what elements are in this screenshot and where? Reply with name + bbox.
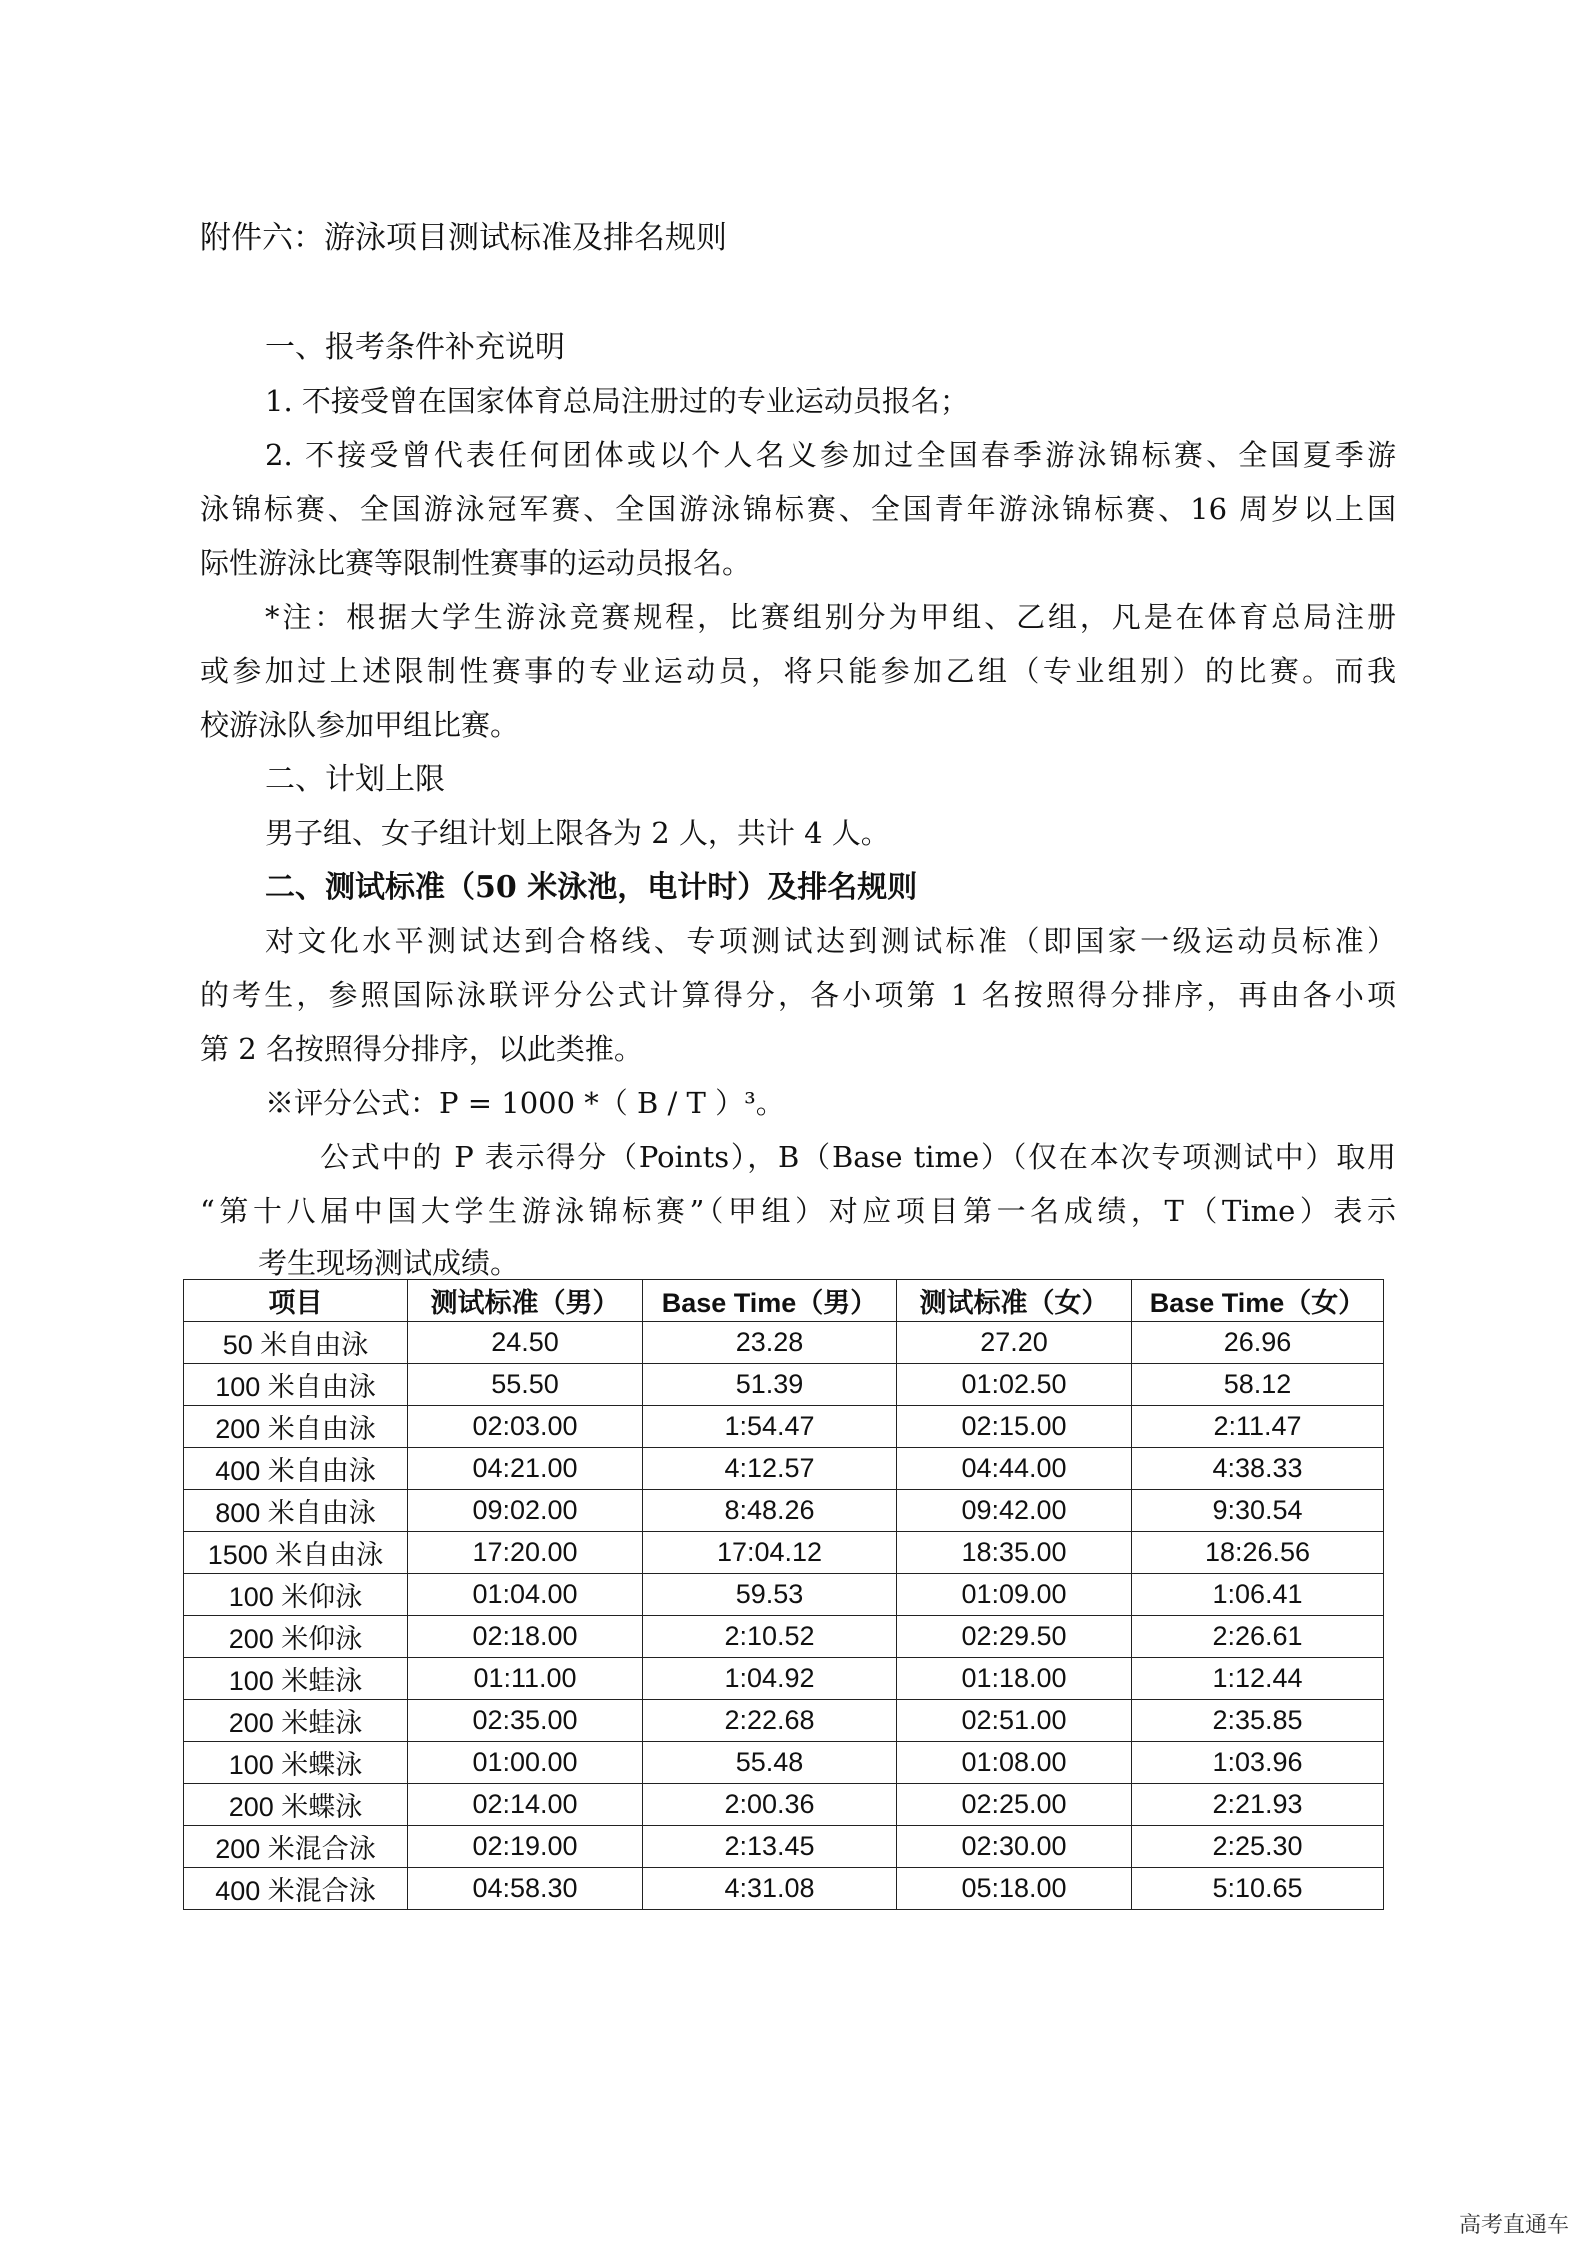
note-line-1: *注：根据大学生游泳竞赛规程，比赛组别分为甲组、乙组，凡是在体育总局注册 xyxy=(265,600,1396,634)
cell-basetime-men: 1:04.92 xyxy=(643,1658,897,1700)
table-row xyxy=(184,1532,1384,1574)
header-standard-men: 测试标准（男） xyxy=(408,1280,643,1322)
cell-basetime-women: 26.96 xyxy=(1132,1322,1384,1364)
cell-standard-women: 01:02.50 xyxy=(897,1364,1132,1406)
cell-standard-women: 05:18.00 xyxy=(897,1868,1132,1910)
cell-standard-men: 02:35.00 xyxy=(408,1700,643,1742)
cell-standard-men: 04:21.00 xyxy=(408,1448,643,1490)
cell-standard-men: 01:11.00 xyxy=(408,1658,643,1700)
cell-basetime-women: 5:10.65 xyxy=(1132,1868,1384,1910)
cell-event: 100 米仰泳 xyxy=(184,1574,408,1616)
cell-basetime-men: 8:48.26 xyxy=(643,1490,897,1532)
cell-standard-men: 02:18.00 xyxy=(408,1616,643,1658)
section-heading-requirements: 一、报考条件补充说明 xyxy=(265,330,565,365)
cell-event: 400 米混合泳 xyxy=(184,1868,408,1910)
footer-watermark: 高考直通车 xyxy=(1458,2212,1569,2237)
cell-standard-women: 04:44.00 xyxy=(897,1448,1132,1490)
cell-basetime-women: 9:30.54 xyxy=(1132,1490,1384,1532)
cell-basetime-women: 2:25.30 xyxy=(1132,1826,1384,1868)
cell-event: 200 米蛙泳 xyxy=(184,1700,408,1742)
table-row xyxy=(184,1364,1384,1406)
section-heading-standards: 二、测试标准（50 米泳池，电计时）及排名规则 xyxy=(265,870,918,905)
cell-standard-women: 09:42.00 xyxy=(897,1490,1132,1532)
cell-standard-women: 27.20 xyxy=(897,1322,1132,1364)
cell-basetime-men: 4:12.57 xyxy=(643,1448,897,1490)
cell-standard-men: 01:04.00 xyxy=(408,1574,643,1616)
table-body xyxy=(184,1322,1384,1910)
quota-text: 男子组、女子组计划上限各为 2 人，共计 4 人。 xyxy=(265,816,890,850)
cell-event: 100 米自由泳 xyxy=(184,1364,408,1406)
cell-standard-women: 02:30.00 xyxy=(897,1826,1132,1868)
note-line-3: 校游泳队参加甲组比赛。 xyxy=(200,708,520,742)
cell-basetime-women: 1:12.44 xyxy=(1132,1658,1384,1700)
table-row xyxy=(184,1658,1384,1700)
table-row xyxy=(184,1784,1384,1826)
cell-event: 200 米蝶泳 xyxy=(184,1784,408,1826)
cell-basetime-men: 59.53 xyxy=(643,1574,897,1616)
cell-basetime-women: 18:26.56 xyxy=(1132,1532,1384,1574)
formula-explain-line-1: 公式中的 P 表示得分（Points），B（Base time）（仅在本次专项测试中）取用 xyxy=(320,1140,1396,1174)
table-row xyxy=(184,1490,1384,1532)
cell-event: 1500 米自由泳 xyxy=(184,1532,408,1574)
cell-basetime-men: 2:22.68 xyxy=(643,1700,897,1742)
cell-standard-men: 04:58.30 xyxy=(408,1868,643,1910)
cell-basetime-men: 23.28 xyxy=(643,1322,897,1364)
table-row xyxy=(184,1826,1384,1868)
cell-basetime-men: 2:10.52 xyxy=(643,1616,897,1658)
standards-para-line-1: 对文化水平测试达到合格线、专项测试达到测试标准（即国家一级运动员标准） xyxy=(265,924,1396,958)
requirement-item-2-line-1: 2. 不接受曾代表任何团体或以个人名义参加过全国春季游泳锦标赛、全国夏季游 xyxy=(265,438,1396,472)
cell-standard-women: 01:18.00 xyxy=(897,1658,1132,1700)
cell-basetime-women: 2:26.61 xyxy=(1132,1616,1384,1658)
page-title: 附件六：游泳项目测试标准及排名规则 xyxy=(200,220,727,255)
table-row xyxy=(184,1616,1384,1658)
formula-explain-line-2: “第十八届中国大学生游泳锦标赛”（甲组）对应项目第一名成绩，T（Time）表示 xyxy=(200,1194,1396,1228)
cell-standard-men: 02:03.00 xyxy=(408,1406,643,1448)
table-row xyxy=(184,1574,1384,1616)
cell-basetime-men: 2:13.45 xyxy=(643,1826,897,1868)
cell-basetime-men: 17:04.12 xyxy=(643,1532,897,1574)
header-basetime-men: Base Time（男） xyxy=(643,1280,897,1322)
cell-basetime-men: 1:54.47 xyxy=(643,1406,897,1448)
formula-explain-line-3: 考生现场测试成绩。 xyxy=(258,1246,520,1280)
cell-basetime-men: 4:31.08 xyxy=(643,1868,897,1910)
cell-basetime-women: 1:03.96 xyxy=(1132,1742,1384,1784)
cell-standard-women: 18:35.00 xyxy=(897,1532,1132,1574)
table-header-row xyxy=(184,1280,1384,1322)
cell-event: 800 米自由泳 xyxy=(184,1490,408,1532)
table-row xyxy=(184,1742,1384,1784)
cell-standard-women: 02:15.00 xyxy=(897,1406,1132,1448)
cell-basetime-men: 55.48 xyxy=(643,1742,897,1784)
cell-basetime-women: 2:21.93 xyxy=(1132,1784,1384,1826)
cell-standard-women: 01:08.00 xyxy=(897,1742,1132,1784)
cell-event: 50 米自由泳 xyxy=(184,1322,408,1364)
cell-basetime-women: 58.12 xyxy=(1132,1364,1384,1406)
table-row xyxy=(184,1868,1384,1910)
cell-basetime-women: 4:38.33 xyxy=(1132,1448,1384,1490)
standards-para-line-3: 第 2 名按照得分排序，以此类推。 xyxy=(200,1032,643,1066)
cell-standard-women: 02:29.50 xyxy=(897,1616,1132,1658)
section-heading-quota: 二、计划上限 xyxy=(265,762,445,797)
cell-standard-men: 55.50 xyxy=(408,1364,643,1406)
cell-standard-women: 02:51.00 xyxy=(897,1700,1132,1742)
cell-standard-women: 02:25.00 xyxy=(897,1784,1132,1826)
requirement-item-2-line-3: 际性游泳比赛等限制性赛事的运动员报名。 xyxy=(200,546,752,580)
header-event: 项目 xyxy=(184,1280,408,1322)
standards-para-line-2: 的考生，参照国际泳联评分公式计算得分，各小项第 1 名按照得分排序，再由各小项 xyxy=(200,978,1396,1012)
cell-event: 400 米自由泳 xyxy=(184,1448,408,1490)
cell-standard-men: 24.50 xyxy=(408,1322,643,1364)
header-basetime-women: Base Time（女） xyxy=(1132,1280,1384,1322)
note-line-2: 或参加过上述限制性赛事的专业运动员，将只能参加乙组（专业组别）的比赛。而我 xyxy=(200,654,1396,688)
cell-basetime-men: 51.39 xyxy=(643,1364,897,1406)
cell-standard-men: 02:14.00 xyxy=(408,1784,643,1826)
table-row xyxy=(184,1406,1384,1448)
standards-table xyxy=(183,1279,1384,1910)
cell-event: 100 米蝶泳 xyxy=(184,1742,408,1784)
cell-event: 100 米蛙泳 xyxy=(184,1658,408,1700)
cell-basetime-women: 1:06.41 xyxy=(1132,1574,1384,1616)
cell-standard-men: 09:02.00 xyxy=(408,1490,643,1532)
cell-standard-women: 01:09.00 xyxy=(897,1574,1132,1616)
cell-standard-men: 17:20.00 xyxy=(408,1532,643,1574)
cell-standard-men: 02:19.00 xyxy=(408,1826,643,1868)
table-row xyxy=(184,1700,1384,1742)
cell-basetime-men: 2:00.36 xyxy=(643,1784,897,1826)
requirement-item-2-line-2: 泳锦标赛、全国游泳冠军赛、全国游泳锦标赛、全国青年游泳锦标赛、16 周岁以上国 xyxy=(200,492,1396,526)
cell-event: 200 米仰泳 xyxy=(184,1616,408,1658)
cell-event: 200 米自由泳 xyxy=(184,1406,408,1448)
scoring-formula: ※评分公式：P = 1000 *（ B / T ）³。 xyxy=(265,1086,785,1120)
table-row xyxy=(184,1322,1384,1364)
table-row xyxy=(184,1448,1384,1490)
requirement-item-1: 1. 不接受曾在国家体育总局注册过的专业运动员报名； xyxy=(265,384,969,418)
cell-standard-men: 01:00.00 xyxy=(408,1742,643,1784)
header-standard-women: 测试标准（女） xyxy=(897,1280,1132,1322)
cell-basetime-women: 2:11.47 xyxy=(1132,1406,1384,1448)
cell-basetime-women: 2:35.85 xyxy=(1132,1700,1384,1742)
cell-event: 200 米混合泳 xyxy=(184,1826,408,1868)
